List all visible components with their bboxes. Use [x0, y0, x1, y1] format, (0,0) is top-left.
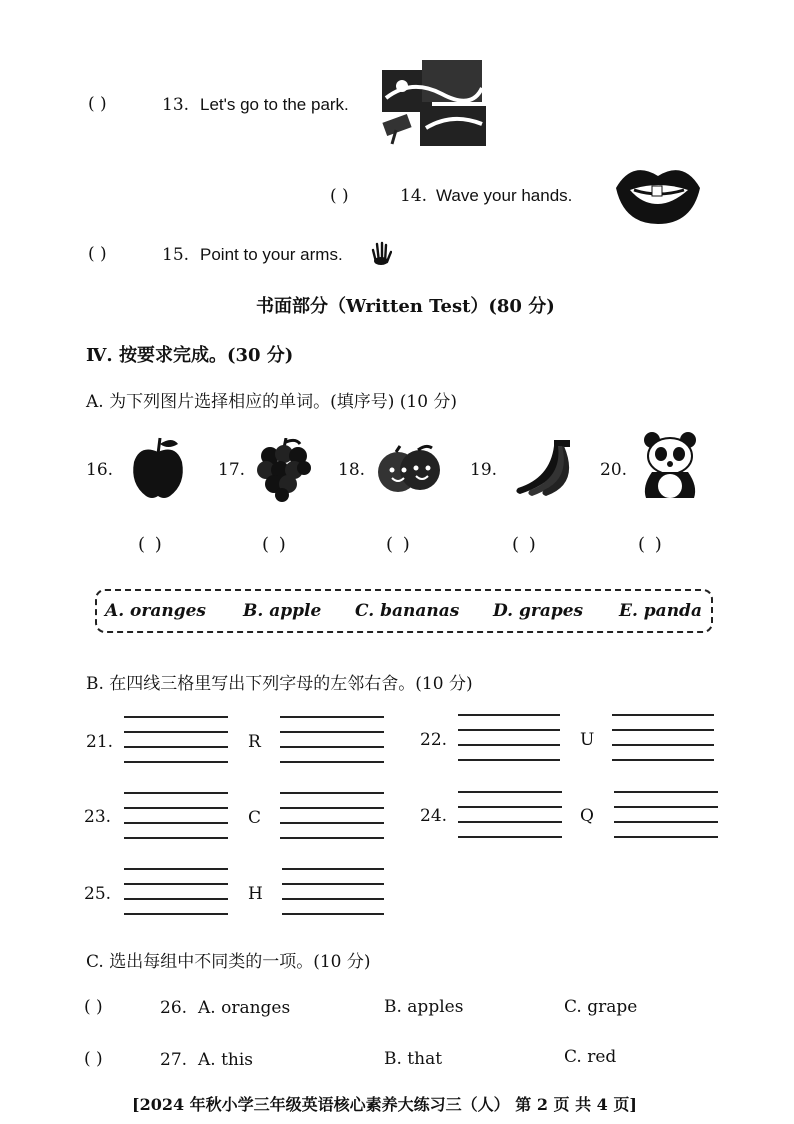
item-number-23: 23.: [84, 807, 112, 827]
item-number-26: 26.: [160, 998, 188, 1018]
apple-icon: [128, 436, 188, 502]
answer-paren-26[interactable]: ( ): [84, 997, 103, 1017]
letter-21: R: [248, 732, 261, 752]
written-test-title: 书面部分（Written Test）(80 分): [256, 296, 555, 317]
choice-27-b: B. that: [384, 1049, 443, 1069]
page-footer: [2024 年秋小学三年级英语核心素养大练习三（人） 第 2 页 共 4 页]: [132, 1095, 637, 1114]
choice-26-b: B. apples: [384, 997, 464, 1017]
part-a-title: A. 为下列图片选择相应的单词。(填序号) (10 分): [86, 392, 458, 412]
part-b-title: B. 在四线三格里写出下列字母的左邻右舍。(10 分): [86, 674, 473, 694]
item-number-27: 27.: [160, 1050, 188, 1070]
item-number-21: 21.: [86, 732, 114, 752]
item-number-18: 18.: [338, 460, 366, 480]
item-number-15: 15.: [162, 245, 190, 265]
answer-paren-19[interactable]: ( ): [512, 534, 538, 555]
option-b: B. apple: [243, 601, 322, 621]
letter-24: Q: [580, 806, 594, 826]
option-d: D. grapes: [493, 601, 584, 621]
choice-26-c: C. grape: [564, 997, 638, 1017]
option-c: C. bananas: [355, 601, 460, 621]
choice-26-a: A. oranges: [198, 998, 291, 1018]
answer-paren-14[interactable]: ( ): [330, 186, 349, 206]
mouth-icon: [612, 158, 704, 228]
letter-22: U: [580, 730, 595, 750]
answer-paren-20[interactable]: ( ): [638, 534, 664, 555]
item-number-22: 22.: [420, 730, 448, 750]
answer-paren-18[interactable]: ( ): [386, 534, 412, 555]
oranges-icon: [376, 442, 442, 496]
grapes-icon: [256, 438, 312, 502]
word-options-box: [95, 589, 713, 633]
letter-23: C: [248, 808, 262, 828]
section-iv-title: Ⅳ. 按要求完成。(30 分): [86, 345, 294, 366]
item-text-13: Let's go to the park.: [200, 95, 349, 114]
item-number-17: 17.: [218, 460, 246, 480]
item-number-13: 13.: [162, 95, 190, 115]
answer-paren-15[interactable]: ( ): [88, 244, 107, 264]
answer-paren-13[interactable]: ( ): [88, 94, 107, 114]
park-icon: [382, 58, 486, 146]
item-number-16: 16.: [86, 460, 114, 480]
answer-paren-27[interactable]: ( ): [84, 1049, 103, 1069]
item-number-19: 19.: [470, 460, 498, 480]
bananas-icon: [510, 438, 576, 498]
choice-27-c: C. red: [564, 1047, 617, 1067]
item-number-24: 24.: [420, 806, 448, 826]
item-text-15: Point to your arms.: [200, 245, 343, 264]
part-c-title: C. 选出每组中不同类的一项。(10 分): [86, 952, 371, 972]
item-number-20: 20.: [600, 460, 628, 480]
answer-paren-16[interactable]: ( ): [138, 534, 164, 555]
item-number-14: 14.: [400, 186, 428, 206]
panda-icon: [638, 430, 702, 502]
option-a: A. oranges: [105, 601, 206, 621]
item-number-25: 25.: [84, 884, 112, 904]
answer-paren-17[interactable]: ( ): [262, 534, 288, 555]
option-e: E. panda: [619, 601, 702, 621]
hand-icon: [370, 240, 392, 266]
choice-27-a: A. this: [198, 1050, 254, 1070]
item-text-14: Wave your hands.: [436, 186, 573, 205]
letter-25: H: [248, 884, 263, 904]
